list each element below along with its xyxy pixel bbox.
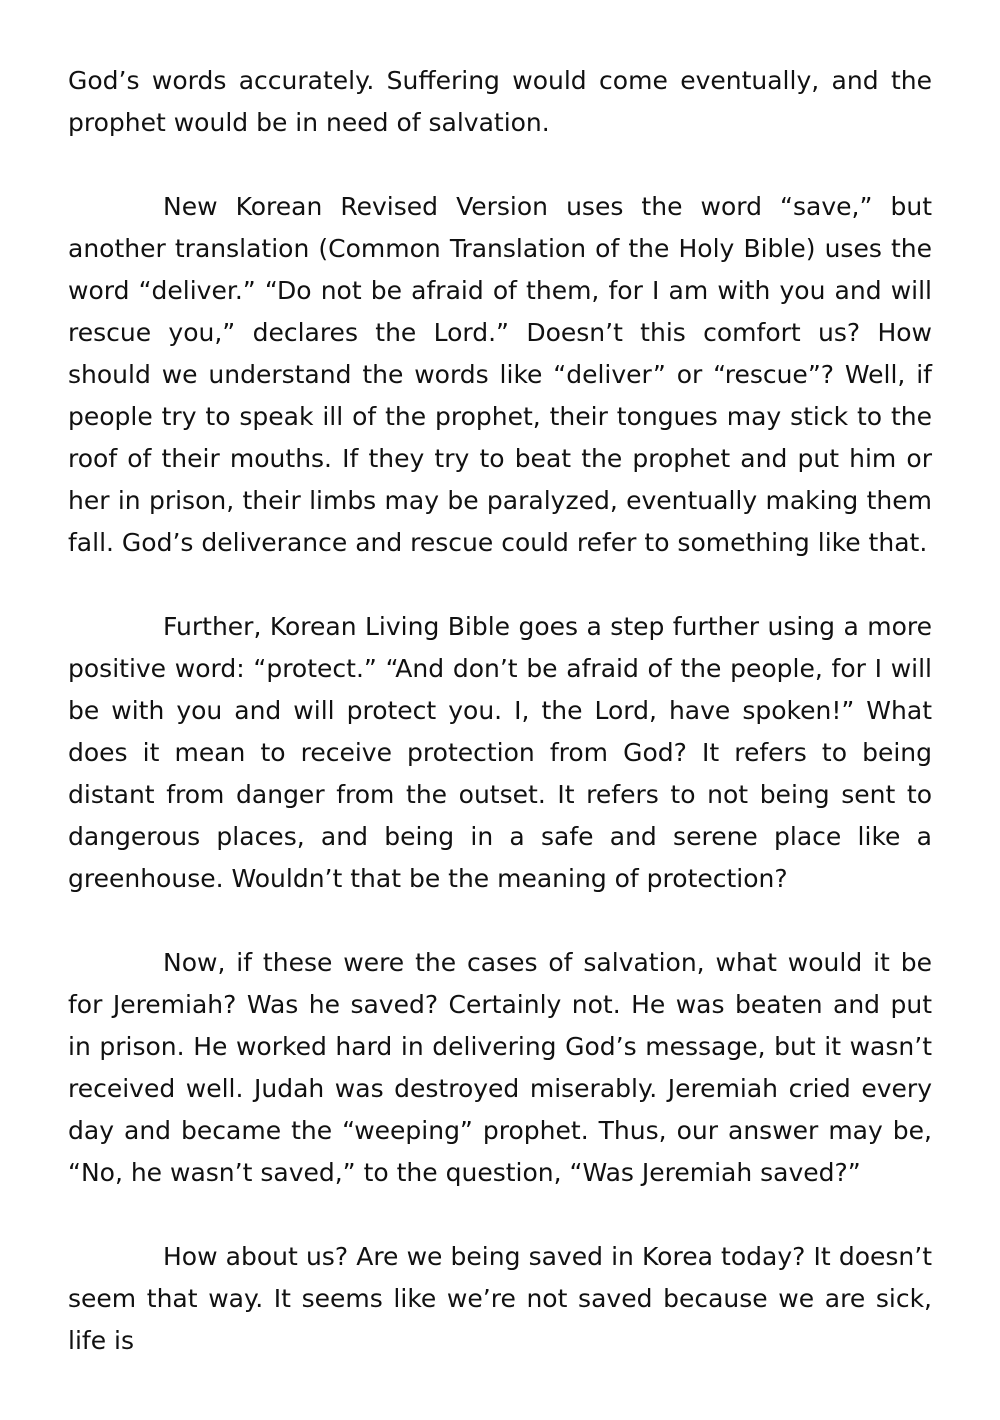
paragraph-korea-today: How about us? Are we being saved in Korea today? It doesn’t seem that way. It seems like we’re not saved because we are sick, life is [68,1242,932,1355]
paragraph-continuation: God’s words accurately. Suffering would come eventually, and the prophet would be in need of salvation. [68,66,932,137]
document-page [68,60,932,1404]
paragraph-protect: Further, Korean Living Bible goes a step further using a more positive word: “protect.” “And don’t be afraid of the people, for I will be with you and will protect you. I, the Lord, have spoken!” What does it mean to receive protection from God? It refers to being distant from danger from the outset. It refers to not being sent to dangerous places, and being in a safe and serene place like a greenhouse. Wouldn’t that be the meaning of protection? [68,612,932,893]
paragraph-translations-deliver: New Korean Revised Version uses the word “save,” but another translation (Common Translation of the Holy Bible) uses the word “deliver.” “Do not be afraid of them, for I am with you and will rescue you,” declares the Lord.” Doesn’t this comfort us? How should we understand the words like “deliver” or “rescue”? Well, if people try to speak ill of the prophet, their tongues may stick to the roof of their mouths. If they try to beat the prophet and put him or her in prison, their limbs may be paralyzed, eventually making them fall. God’s deliverance and rescue could refer to something like that. [68,192,932,557]
paragraph-jeremiah-saved: Now, if these were the cases of salvation, what would it be for Jeremiah? Was he saved? Certainly not. He was beaten and put in prison. He worked hard in delivering God’s message, but it wasn’t received well. Judah was destroyed miserably. Jeremiah cried every day and became the “weeping” prophet. Thus, our answer may be, “No, he wasn’t saved,” to the question, “Was Jeremiah saved?” [68,948,932,1187]
